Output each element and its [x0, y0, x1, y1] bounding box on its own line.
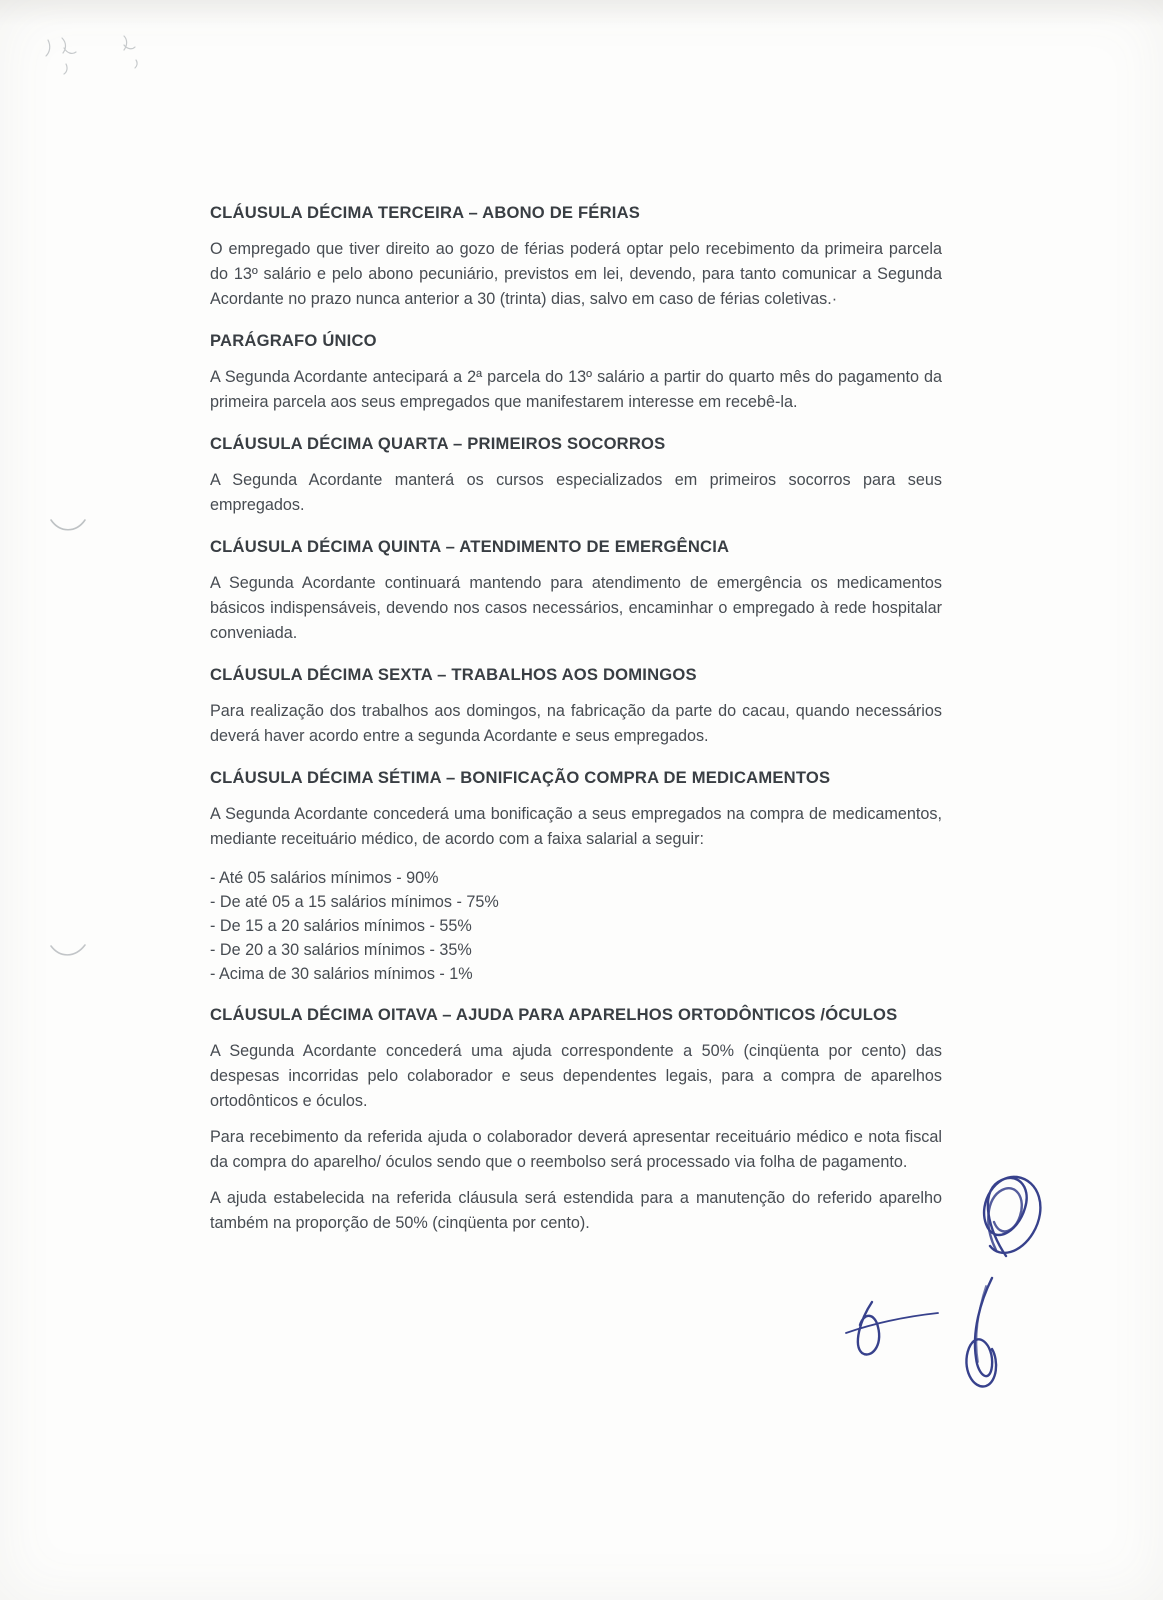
- clause-17-heading: CLÁUSULA DÉCIMA SÉTIMA – BONIFICAÇÃO COMPRA DE MEDICAMENTOS: [210, 768, 831, 787]
- pen-check-mark: [48, 516, 88, 536]
- clause-15-heading: CLÁUSULA DÉCIMA QUINTA – ATENDIMENTO DE EMERGÊNCIA: [210, 537, 730, 556]
- clause-18-paragraph-2: Para recebimento da referida ajuda o colaborador deverá apresentar receituário médico e nota fiscal da compra do aparelho/ óculos sendo que o reembolso será processado via folha de pagamento.: [210, 1128, 942, 1171]
- paragrafo-unico-paragraph: A Segunda Acordante antecipará a 2ª parcela do 13º salário a partir do quarto mês do pagamento da primeira parcela aos seus empregados que manifestarem interesse em recebê-la.: [210, 368, 942, 411]
- salary-tier-list: [210, 866, 942, 986]
- signature-scribble-top: [984, 1177, 1040, 1256]
- clause-18-paragraph-3: A ajuda estabelecida na referida cláusula será estendida para a manutenção do referido aparelho também na proporção de 50% (cinqüenta por cento).: [210, 1189, 942, 1232]
- clause-13-paragraph: O empregado que tiver direito ao gozo de férias poderá optar pelo recebimento da primeira parcela do 13º salário e pelo abono pecuniário, previstos em lei, devendo, para tanto comunicar a Segunda Acordante no prazo nunca anterior a 30 (trinta) dias, salvo em caso de férias coletivas.·: [210, 240, 942, 308]
- signature-scribble-right: [966, 1278, 996, 1386]
- clause-14-heading: CLÁUSULA DÉCIMA QUARTA – PRIMEIROS SOCORROS: [210, 434, 666, 453]
- clause-16-paragraph: Para realização dos trabalhos aos domingos, na fabricação da parte do cacau, quando necessários deverá haver acordo entre a segunda Acordante e seus empregados.: [210, 702, 942, 745]
- salary-tier-item: - De até 05 a 15 salários mínimos - 75%: [210, 893, 499, 911]
- clause-14-paragraph: A Segunda Acordante manterá os cursos especializados em primeiros socorros para seus empregados.: [210, 471, 942, 514]
- document-body: [210, 200, 942, 1247]
- clause-18-paragraph-1: A Segunda Acordante concederá uma ajuda correspondente a 50% (cinqüenta por cento) das despesas incorridas pelo colaborador e seus dependentes legais, para a compra de aparelhos ortodônticos e óculos.: [210, 1042, 942, 1110]
- paragrafo-unico-heading: PARÁGRAFO ÚNICO: [210, 331, 377, 350]
- salary-tier-item: - De 20 a 30 salários mínimos - 35%: [210, 941, 472, 959]
- stray-pencil-marks-drawing: [32, 26, 162, 96]
- clause-15-paragraph: A Segunda Acordante continuará mantendo para atendimento de emergência os medicamentos básicos indispensáveis, devendo nos casos necessários, encaminhar o empregado à rede hospitalar conveniada.: [210, 574, 942, 642]
- clause-16-heading: CLÁUSULA DÉCIMA SEXTA – TRABALHOS AOS DOMINGOS: [210, 665, 697, 684]
- pen-check-mark-drawing: [48, 516, 88, 536]
- salary-tier-item: - Até 05 salários mínimos - 90%: [210, 869, 439, 887]
- clause-18-heading: CLÁUSULA DÉCIMA OITAVA – AJUDA PARA APARELHOS ORTODÔNTICOS /ÓCULOS: [210, 1005, 898, 1024]
- clause-17-paragraph: A Segunda Acordante concederá uma bonificação a seus empregados na compra de medicamentos, mediante receituário médico, de acordo com a faixa salarial a seguir:: [210, 805, 942, 848]
- signature-scribble-left: [858, 1302, 879, 1354]
- stray-pencil-marks: [32, 26, 162, 96]
- pen-check-mark: [48, 942, 88, 962]
- salary-tier-item: - De 15 a 20 salários mínimos - 55%: [210, 917, 472, 935]
- salary-tier-item: - Acima de 30 salários mínimos - 1%: [210, 965, 473, 983]
- pen-check-mark-drawing: [48, 942, 88, 962]
- clause-13-heading: CLÁUSULA DÉCIMA TERCEIRA – ABONO DE FÉRIAS: [210, 203, 641, 222]
